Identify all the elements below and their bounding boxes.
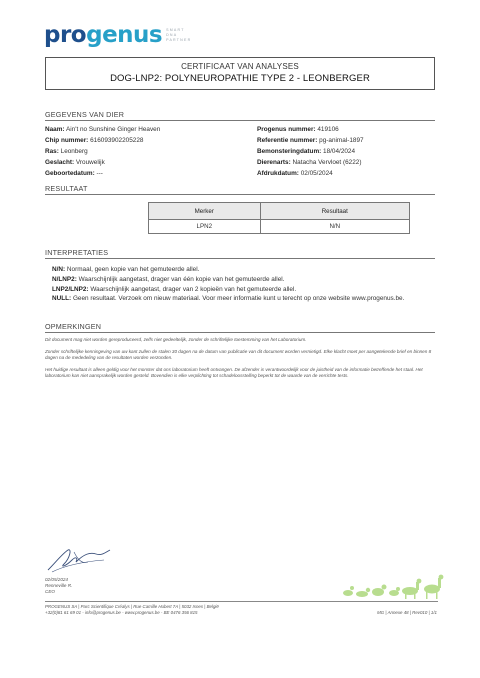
veterinarian-label: Dierenarts: [257, 159, 291, 166]
print-date-value: 02/05/2024 [300, 170, 333, 177]
remarks-section-heading: OPMERKINGEN [45, 322, 435, 333]
sampling-date-row [257, 148, 355, 155]
interp-text: Normaal, geen kopie van het gemuteerde allel. [66, 266, 200, 273]
interp-code: LNP2/LNP2: [52, 285, 89, 293]
sex-label: Geslacht: [45, 159, 75, 166]
breed-value: Leonberg [60, 148, 88, 155]
interp-text: Waarschijnlijk aangetast, drager van één kopie van het gemuteerde allel. [78, 275, 285, 283]
interp-code: N/LNP2: [52, 275, 77, 283]
sex-row [45, 159, 105, 166]
progenus-number-label: Progenus nummer: [257, 126, 316, 133]
certificate-title-box [45, 57, 435, 90]
birthdate-row [45, 170, 103, 177]
result-cell: N/N [260, 220, 409, 234]
remark-samples: Zonder schriftelijke kennisgeving van uw kant zullen de stalen 30 dagen na de datum van publicatie van dit document worden vernietigd. Elke klacht moet per aangetekende brief en binnen 8 dagen na de mededeling van de resultaten worden verzonden. [45, 349, 432, 360]
sampling-date-label: Bemonsteringdatum: [257, 148, 322, 155]
chip-number-row [45, 137, 143, 144]
logo-tagline [166, 28, 191, 43]
breed-label: Ras: [45, 148, 59, 155]
birthdate-label: Geboortedatum: [45, 170, 95, 177]
interp-code: N/N: [52, 266, 66, 273]
reference-number-row [257, 137, 364, 144]
animals-illustration [340, 572, 444, 600]
result-table-header [149, 203, 410, 220]
result-section-heading: RESULTAAT [45, 184, 435, 195]
animal-name-value: Ain't no Sunshine Ginger Heaven [65, 126, 161, 133]
interp-text: Geen resultaat. Verzoek om nieuw materiaal. Voor meer informatie kunt u terecht op onze website www.progenus.be. [72, 295, 405, 303]
remark-reproduction: Dit document mag niet worden gereproduceerd, zelfs niet gedeeltelijk, zonder de schriftelijke toestemming van het Laboratorium. [45, 337, 307, 342]
animal-section-heading: GEGEVENS VAN DIER [45, 110, 435, 121]
logo-wordmark [44, 24, 162, 47]
certificate-title: CERTIFICAAT VAN ANALYSES [181, 62, 299, 71]
sampling-date-value: 18/04/2024 [323, 148, 356, 155]
list-item [52, 285, 432, 295]
signature-role: CEO [45, 589, 55, 594]
logo-tagline-2: DNA [166, 33, 178, 37]
result-table [148, 202, 410, 234]
interp-code: NULL: [52, 295, 72, 303]
signature-block [45, 577, 72, 595]
footer-address-line-2: +32(0)81 61 69 01 - info@progenus.be - www.progenus.be - BE 0476 356 815 [45, 610, 198, 615]
veterinarian-row [257, 159, 361, 166]
print-date-label: Afdrukdatum: [257, 170, 299, 177]
certificate-subtitle: DOG-LNP2: POLYNEUROPATHIE TYPE 2 - LEONBERGER [110, 73, 370, 84]
animal-name-label: Naam: [45, 126, 65, 133]
list-item [52, 294, 432, 304]
logo-part-2: genus [86, 22, 163, 48]
result-column-header: Resultaat [260, 203, 409, 220]
signature-image [44, 540, 114, 576]
chip-number-label: Chip nummer: [45, 137, 89, 144]
footer-document-ref: MG | Annexe 48 | Rev010 | 1/1 [377, 610, 437, 615]
logo-part-1: pro [44, 22, 87, 48]
signature-name: Renneville R. [45, 583, 73, 588]
progenus-number-value: 419106 [317, 126, 339, 133]
list-item [52, 265, 432, 275]
birthdate-value: --- [96, 170, 103, 177]
breed-row [45, 148, 88, 155]
signature-date: 02/05/2024 [45, 577, 68, 582]
interpretations-section-heading: INTERPRETATIES [45, 248, 435, 259]
veterinarian-value: Natacha Vervloet (6222) [292, 159, 362, 166]
footer-divider [45, 601, 438, 602]
reference-number-value: pg-animal-1897 [319, 137, 364, 144]
animal-name-row [45, 126, 160, 133]
list-item [52, 275, 432, 285]
footer-address [45, 604, 219, 616]
remark-validity: Het huidige resultaat is alleen geldig voor het monster dat ons laboratorium heeft ontvangen. De afzender is verantwoordelijk voor de juistheid van de informatie betreffende het staal. Het laboratorium kan niet aansprakelijk worden gesteld. Bovendien is elke verplichting tot schadeloosstelling beperkt tot de waarde van de verrichte tests. [45, 367, 423, 378]
interp-text: Waarschijnlijk aangetast, drager van 2 kopieën van het gemuteerde allel. [90, 285, 297, 293]
logo-tagline-3: PARTNER [166, 38, 192, 42]
sex-value: Vrouwelijk [75, 159, 105, 166]
footer-address-line-1: PROGENUS SA | Parc Scientifique Créalys | Rue Camille Hubert 7A | 5032 Isnes | België [45, 604, 219, 609]
print-date-row [257, 170, 333, 177]
chip-number-value: 616093902205228 [90, 137, 144, 144]
reference-number-label: Referentie nummer: [257, 137, 318, 144]
table-row [149, 220, 410, 234]
logo-tagline-1: SMART [166, 28, 185, 32]
progenus-logo [44, 24, 191, 47]
marker-column-header: Merker [149, 203, 261, 220]
interpretations-list [52, 265, 432, 304]
marker-cell: LPN2 [149, 220, 261, 234]
progenus-number-row [257, 126, 339, 133]
